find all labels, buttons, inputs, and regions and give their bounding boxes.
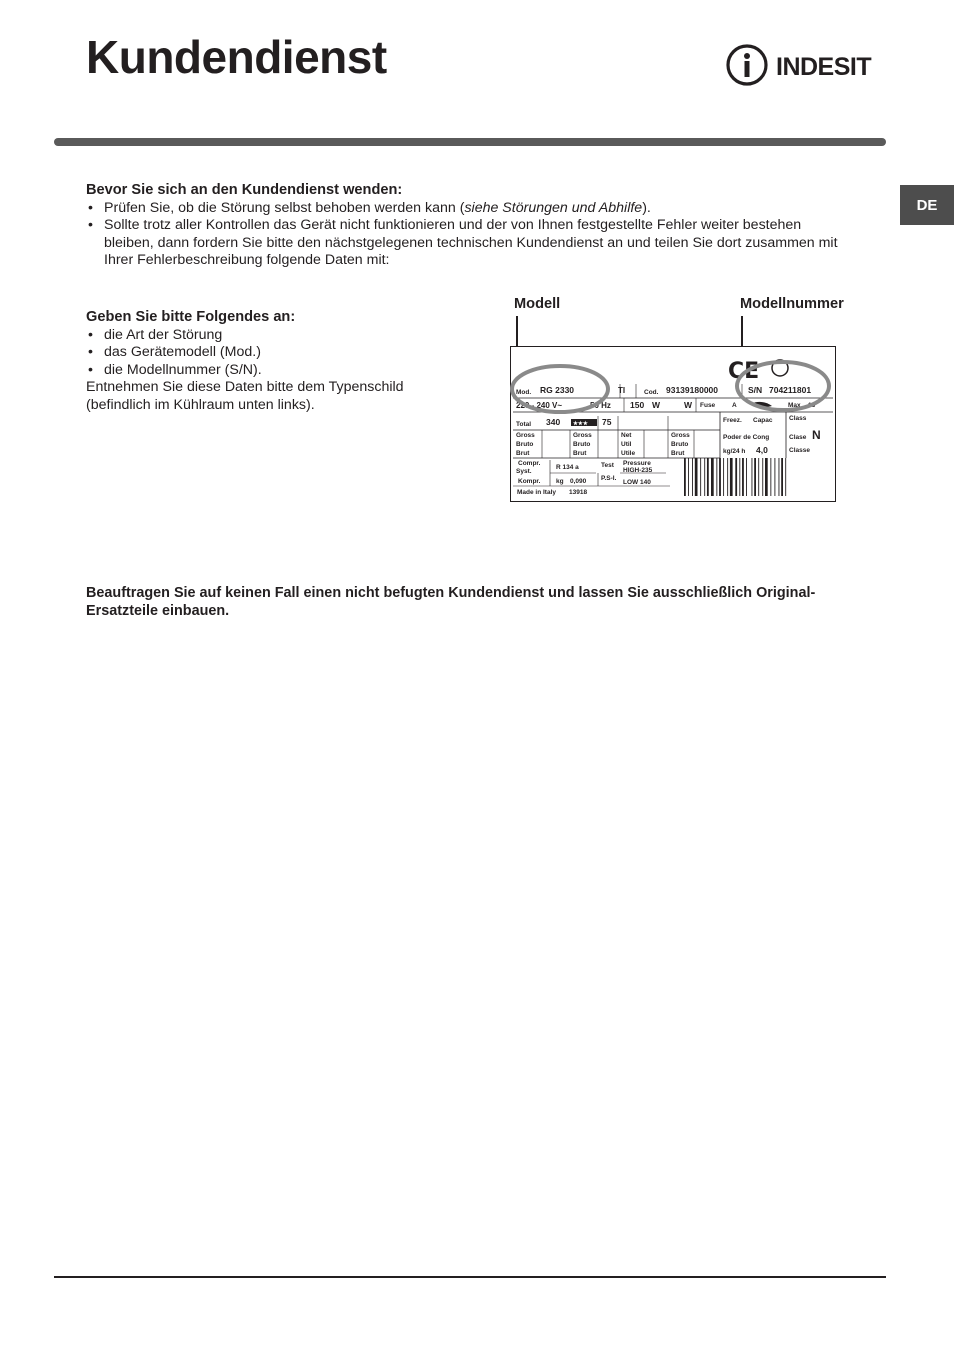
brand-name: INDESIT (776, 53, 872, 81)
plate-voltage: 220 - 240 V~ (516, 401, 563, 410)
plate-fuse: Fuse (700, 402, 716, 409)
plate-test: Test (601, 462, 614, 469)
barcode-bar (770, 458, 771, 496)
svg-text:★★★: ★★★ (573, 421, 588, 427)
svg-text:CE: CE (728, 359, 760, 384)
model-number-label: Modellnummer (740, 296, 844, 312)
plate-freez: Freez. (723, 417, 742, 424)
plate-climate-class: N (812, 428, 821, 442)
bullet-item: • die Art der Störung (86, 327, 466, 345)
plate-kompr: Kompr. (518, 478, 541, 485)
plate-pressure: Pressure (623, 460, 651, 467)
rating-plate-note: Entnehmen Sie diese Daten bitte dem Typenschild (befindlich im Kühlraum unten links). (86, 379, 404, 413)
model-leader-line (516, 316, 518, 348)
barcode-bar (735, 458, 737, 496)
barcode-bar (695, 458, 698, 496)
plate-clase: Clase (789, 434, 807, 441)
barcode-bar (746, 458, 747, 496)
barcode-bar (785, 458, 786, 496)
footer-rule (54, 1276, 886, 1278)
barcode-bar (758, 458, 759, 496)
barcode-bar (704, 458, 705, 496)
plate-volume-value: 75 (602, 417, 612, 427)
section-heading: Geben Sie bitte Folgendes an: (86, 309, 296, 325)
barcode-bar (716, 458, 717, 496)
plate-gross-2: Gross Bruto Brut (573, 432, 592, 457)
barcode-bar (754, 458, 756, 496)
provide-info-section (86, 309, 466, 415)
plate-kg-value: 0,090 (570, 478, 587, 485)
plate-cod-value: 93139180000 (666, 385, 719, 395)
before-contact-section (86, 182, 846, 270)
barcode-bar (730, 458, 733, 496)
barcode-bar (781, 458, 783, 496)
header-rule (54, 138, 886, 146)
plate-made-in: Made in Italy (517, 489, 557, 496)
bullet-list (86, 200, 846, 270)
barcode-bar (742, 458, 744, 496)
plate-made-code: 13918 (569, 489, 588, 496)
barcode-bar (707, 458, 709, 496)
plate-power-unit: W (652, 400, 661, 410)
barcode-bar (779, 458, 780, 496)
warning-text: Beauftragen Sie auf keinen Fall einen nicht befugten Kundendienst und lassen Sie ausschließlich Original-Ersatzteile einbauen. (86, 585, 816, 619)
barcode-bar (684, 458, 686, 496)
section-heading: Bevor Sie sich an den Kundendienst wenden: (86, 182, 403, 198)
plate-max: Max (788, 402, 801, 409)
plate-total-value: 340 (546, 417, 561, 427)
plate-classe: Classe (789, 447, 810, 454)
plate-kg-label: kg (556, 478, 564, 485)
barcode-bar (727, 458, 728, 496)
plate-compr: Compr. Syst. (516, 460, 541, 475)
barcode-bar (752, 458, 753, 496)
plate-gross-3: Gross Bruto Brut (671, 432, 690, 457)
plate-capac: Capac (753, 417, 773, 424)
plate-lamp-unit: W (684, 400, 693, 410)
plate-gross-1: Gross Bruto Brut (516, 432, 535, 457)
barcode-bar (762, 458, 763, 496)
page-title: Kundendienst (86, 31, 387, 83)
plate-net: Net Util Utile (621, 432, 636, 457)
barcode-bar (700, 458, 701, 496)
barcode-bar (739, 458, 740, 496)
plate-psi: P.S-I. (601, 475, 617, 482)
plate-ti: TI (618, 386, 626, 395)
bullet-list (86, 327, 466, 380)
indesit-logo (726, 44, 886, 86)
plate-fuse-unit: A (732, 402, 737, 409)
bullet-item: • das Gerätemodell (Mod.) (86, 344, 466, 362)
barcode-bar (692, 458, 693, 496)
bullet-item: • Sollte trotz aller Kontrollen das Gerät nicht funktionieren und der von Ihnen festgestellte Fehler weiter bestehen bleiben, dann fordern Sie bitte den nächstgelegenen technischen Kundendienst an und teilen Sie dort zusammen mit Ihrer Fehlerbeschreibung folgende Daten mit: (86, 217, 846, 270)
plate-poder: Poder de Cong (723, 434, 770, 441)
plate-freezing-capacity: 4,0 (756, 445, 768, 455)
plate-kg24: kg/24 h (723, 448, 746, 455)
bullet-item: • die Modellnummer (S/N). (86, 362, 466, 380)
plate-power: 150 (630, 400, 645, 410)
barcode-bar (688, 458, 689, 496)
model-label: Modell (514, 296, 561, 312)
barcode-bar (765, 458, 768, 496)
barcode-bar (719, 458, 721, 496)
barcode-bar (774, 458, 775, 496)
plate-sn-value: 704211801 (769, 385, 812, 395)
plate-pressure-low: LOW 140 (623, 479, 651, 486)
language-tab: DE (900, 185, 954, 225)
barcode-bar (711, 458, 714, 496)
plate-refrigerant: R 134 a (556, 464, 579, 471)
plate-mod-value: RG 2330 (540, 385, 575, 395)
plate-class: Class (789, 415, 807, 422)
plate-mod-label: Mod. (516, 389, 532, 396)
bullet-item: • Prüfen Sie, ob die Störung selbst behoben werden kann (siehe Störungen und Abhilfe). (86, 200, 846, 218)
rating-plate (510, 346, 836, 502)
plate-frequency: 50 Hz (590, 401, 611, 410)
plate-sn-label: S/N (748, 385, 763, 395)
plate-cod-label: Cod. (644, 389, 659, 396)
model-number-leader-line (741, 316, 743, 348)
barcode-bar (723, 458, 724, 496)
plate-total-label: Total (516, 421, 532, 428)
plate-max-value: 15 (808, 402, 816, 409)
plate-pressure-high: HIGH-235 (623, 467, 653, 474)
